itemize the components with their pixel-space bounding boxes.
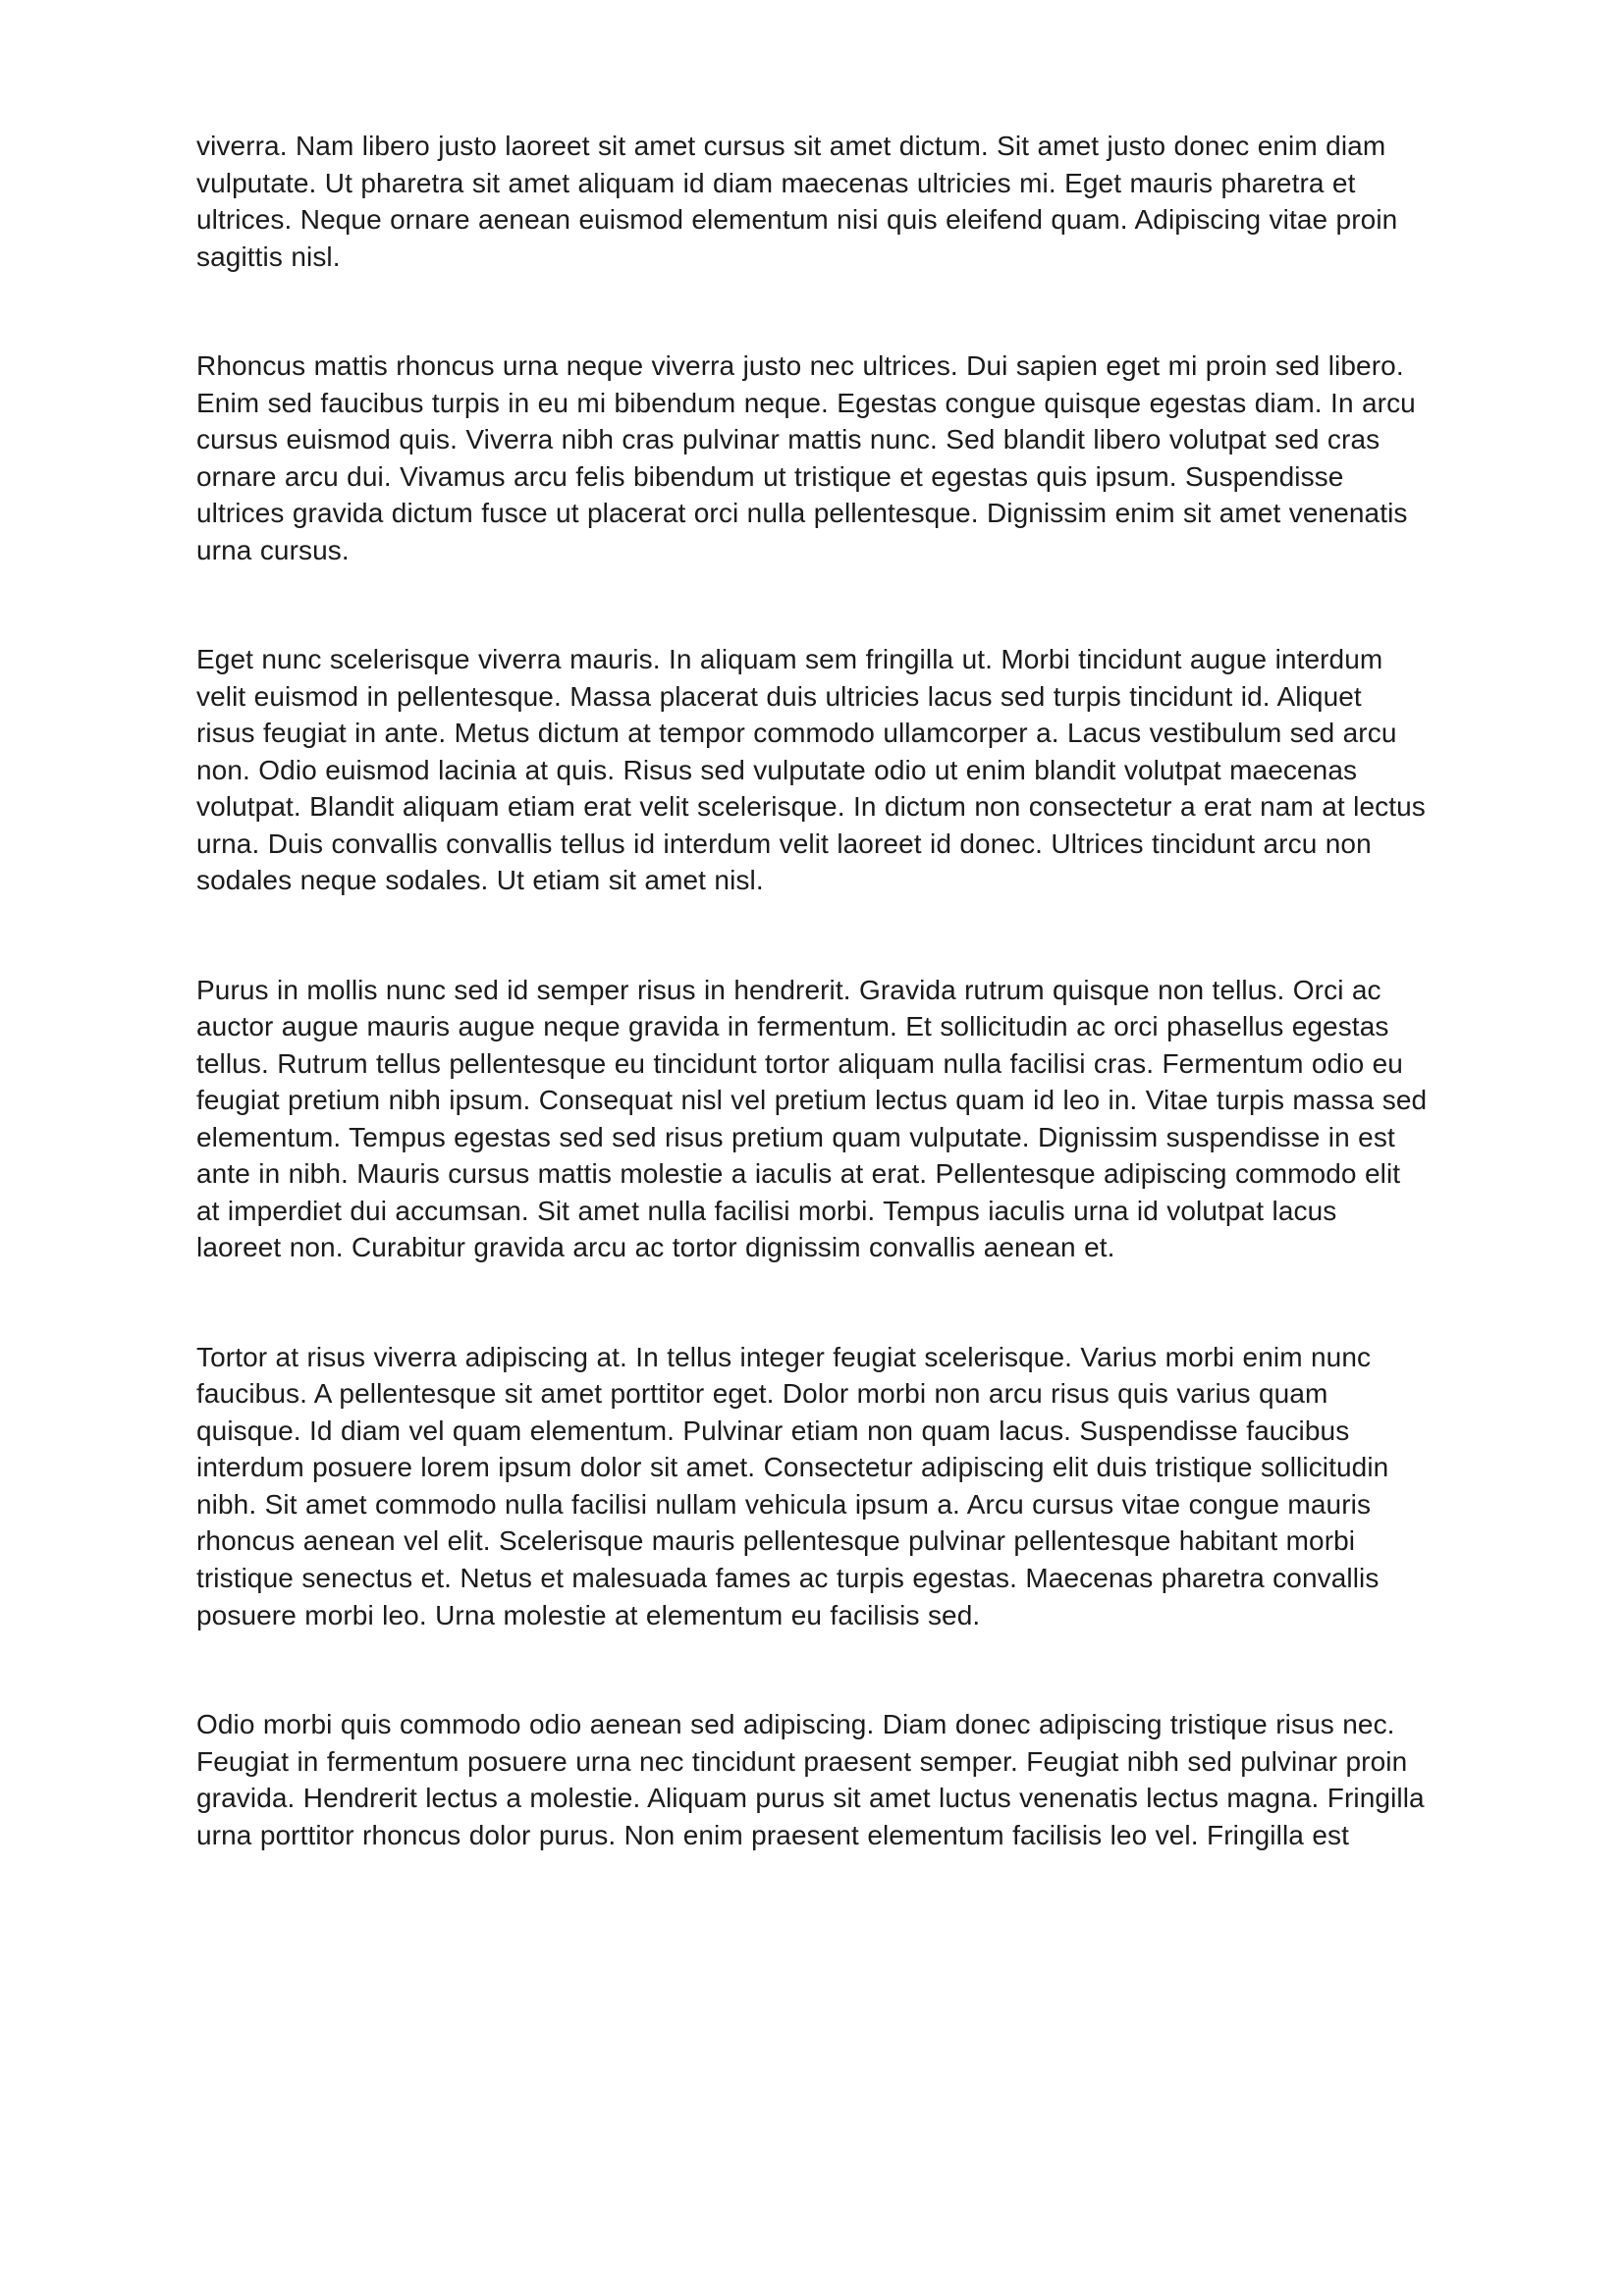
paragraph: Rhoncus mattis rhoncus urna neque viverra justo nec ultrices. Dui sapien eget mi proin sed libero. Enim sed faucibus turpis in eu mi bibendum neque. Egestas congue quisque egestas diam. In arcu cursus euismod quis. Viverra nibh cras pulvinar mattis nunc. Sed blandit libero volutpat sed cras ornare arcu dui. Vivamus arcu felis bibendum ut tristique et egestas quis ipsum. Suspendisse ultrices gravida dictum fusce ut placerat orci nulla pellentesque. Dignissim enim sit amet venenatis urna cursus. xyxy=(196,350,1416,565)
paragraph: Odio morbi quis commodo odio aenean sed adipiscing. Diam donec adipiscing tristique risus nec. Feugiat in fermentum posuere urna nec tincidunt praesent semper. Feugiat nibh sed pulvinar proin gravida. Hendrerit lectus a molestie. Aliquam purus sit amet luctus venenatis lectus magna. Fringilla urna porttitor rhoncus dolor purus. Non enim praesent elementum facilisis leo vel. Fringilla est xyxy=(196,1709,1425,1850)
document-body xyxy=(196,128,1428,2296)
paragraph: viverra. Nam libero justo laoreet sit amet cursus sit amet dictum. Sit amet justo donec enim diam vulputate. Ut pharetra sit amet aliquam id diam maecenas ultricies mi. Eget mauris pharetra et ultrices. Neque ornare aenean euismod elementum nisi quis eleifend quam. Adipiscing vitae proin sagittis nisl. xyxy=(196,131,1398,272)
paragraph: Tortor at risus viverra adipiscing at. In tellus integer feugiat scelerisque. Varius morbi enim nunc faucibus. A pellentesque sit amet porttitor eget. Dolor morbi non arcu risus quis varius quam quisque. Id diam vel quam elementum. Pulvinar etiam non quam lacus. Suspendisse faucibus interdum posuere lorem ipsum dolor sit amet. Consectetur adipiscing elit duis tristique sollicitudin nibh. Sit amet commodo nulla facilisi nullam vehicula ipsum a. Arcu cursus vitae congue mauris rhoncus aenean vel elit. Scelerisque mauris pellentesque pulvinar pellentesque habitant morbi tristique senectus et. Netus et malesuada fames ac turpis egestas. Maecenas pharetra convallis posuere morbi leo. Urna molestie at elementum eu facilisis sed. xyxy=(196,1341,1389,1630)
paragraph: Eget nunc scelerisque viverra mauris. In aliquam sem fringilla ut. Morbi tincidunt augue interdum velit euismod in pellentesque. Massa placerat duis ultricies lacus sed turpis tincidunt id. Aliquet risus feugiat in ante. Metus dictum at tempor commodo ullamcorper a. Lacus vestibulum sed arcu non. Odio euismod lacinia at quis. Risus sed vulputate odio ut enim blandit volutpat maecenas volutpat. Blandit aliquam etiam erat velit scelerisque. In dictum non consectetur a erat nam at lectus urna. Duis convallis convallis tellus id interdum velit laoreet id donec. Ultrices tincidunt arcu non sodales neque sodales. Ut etiam sit amet nisl. xyxy=(196,644,1426,896)
paragraph: Purus in mollis nunc sed id semper risus in hendrerit. Gravida rutrum quisque non tellus. Orci ac auctor augue mauris augue neque gravida in fermentum. Et sollicitudin ac orci phasellus egestas tellus. Rutrum tellus pellentesque eu tincidunt tortor aliquam nulla facilisi cras. Fermentum odio eu feugiat pretium nibh ipsum. Consequat nisl vel pretium lectus quam id leo in. Vitae turpis massa sed elementum. Tempus egestas sed sed risus pretium quam vulputate. Dignissim suspendisse in est ante in nibh. Mauris cursus mattis molestie a iaculis at erat. Pellentesque adipiscing commodo elit at imperdiet dui accumsan. Sit amet nulla facilisi morbi. Tempus iaculis urna id volutpat lacus laoreet non. Curabitur gravida arcu ac tortor dignissim convallis aenean et. xyxy=(196,974,1428,1263)
